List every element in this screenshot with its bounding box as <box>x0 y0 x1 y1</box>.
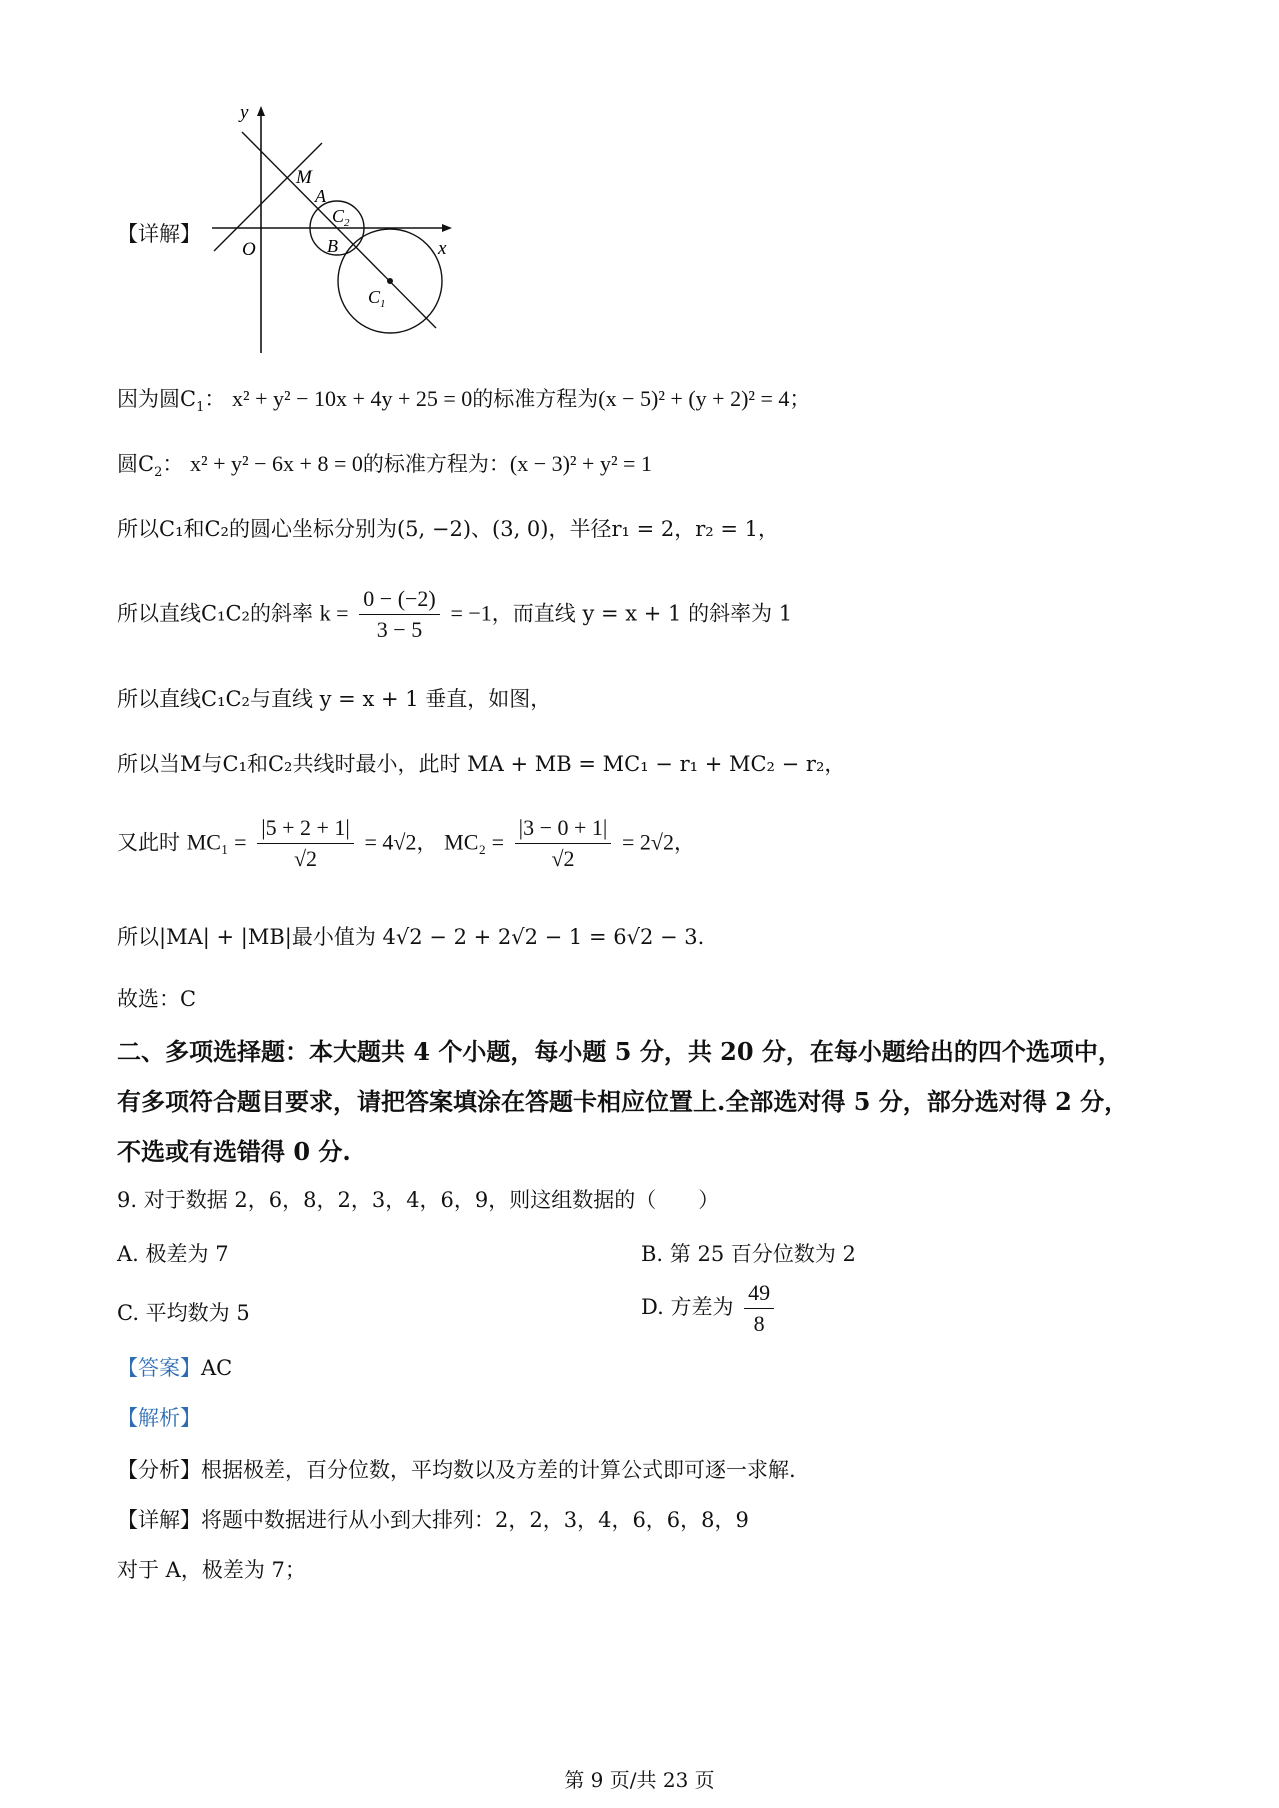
option-a: A. 极差为 7 <box>117 1242 229 1266</box>
y-axis-arrow <box>257 106 265 116</box>
solution-line-1: 因为圆$C_1$： x² + y² − 10x + 4y + 25 = 0的标准方程为(x − 5)² + (y + 2)² = 4； <box>117 386 811 416</box>
x-axis-label: x <box>438 238 447 259</box>
question-9-stem: 9. 对于数据 2，6，8，2，3，4，6，9，则这组数据的（ ） <box>117 1188 720 1212</box>
solution-line-5: 所以直线C₁C₂与直线 y = x + 1 垂直，如图， <box>117 687 552 711</box>
detail-label-figure: 【详解】 <box>117 222 201 246</box>
slope-fraction: $\frac{0 - (-2)}{3 - 5}$ <box>359 586 439 644</box>
solution-line-7: 又此时 MC₁ = $\frac{|5 + 2 + 1|}{√2}$ = 4√2， MC₂ = $\frac{|3 - 0 + 1|}{√2}$ = 2√2， <box>117 815 695 872</box>
solution-line-6: 所以当M与C₁和C₂共线时最小，此时 MA + MB = MC₁ − r₁ + MC₂ − r₂， <box>117 752 846 776</box>
circle-c2-standard-equation: (x − 3)² + y² = 1 <box>509 451 652 476</box>
solution-line-4: 所以直线C₁C₂的斜率 k = $\frac{0 - (-2)}{3 - 5}$ = −1，而直线 y = x + 1 的斜率为 1 <box>117 586 793 643</box>
circle-c2-label: $C_2$ <box>332 206 350 229</box>
page-footer: 第 9 页/共 23 页 <box>564 1768 715 1792</box>
detail-option-a: 对于 A，极差为 7； <box>117 1558 306 1582</box>
point-a-label: A <box>315 186 326 206</box>
line-c1-c2 <box>242 132 436 328</box>
circle-c2-equation: x² + y² − 6x + 8 = 0 <box>190 451 363 476</box>
option-b: B. 第 25 百分位数为 2 <box>641 1242 856 1266</box>
origin-label: O <box>242 239 256 260</box>
detail-line: 【详解】将题中数据进行从小到大排列：2，2，3，4，6，6，8，9 <box>117 1508 749 1532</box>
solution-line-8: 所以|MA| + |MB|最小值为 4√2 − 2 + 2√2 − 1 = 6√2 − 3. <box>117 925 705 949</box>
option-c: C. 平均数为 5 <box>117 1301 250 1325</box>
section-heading-line-2: 有多项符合题目要求，请把答案填涂在答题卡相应位置上.全部选对得 5 分，部分选对得 2 分， <box>117 1087 1129 1116</box>
x-axis-arrow <box>442 224 452 232</box>
solution-line-2: 圆$C_2$： x² + y² − 6x + 8 = 0的标准方程为：(x − 3)² + y² = 1 <box>117 451 652 481</box>
distance-mc2-fraction: $\frac{|3 - 0 + 1|}{√2}$ <box>515 815 612 873</box>
center-c1-dot <box>387 278 393 284</box>
section-heading-line-3: 不选或有选错得 0 分. <box>117 1137 351 1166</box>
point-b-label: B <box>327 236 338 256</box>
answer-line <box>117 1356 232 1381</box>
option-d: D. 方差为 $\frac{49}{8}$ <box>641 1280 778 1337</box>
analysis-label: 【解析】 <box>117 1406 201 1430</box>
distance-mc1-fraction: $\frac{|5 + 2 + 1|}{√2}$ <box>257 815 354 873</box>
final-choice: 故选：C <box>117 987 197 1011</box>
section-heading-line-1: 二、多项选择题：本大题共 4 个小题，每小题 5 分，共 20 分，在每小题给出的四个选项中， <box>117 1037 1122 1066</box>
point-m-label: M <box>296 167 312 188</box>
solution-line-3: 所以C₁和C₂的圆心坐标分别为(5, −2)、(3, 0)，半径r₁ = 2，r₂ = 1， <box>117 517 780 541</box>
answer-label: 【答案】 <box>117 1356 201 1380</box>
circle-c1-label: $C_1$ <box>368 287 386 310</box>
geometry-figure <box>200 100 460 360</box>
circle-c1-equation: x² + y² − 10x + 4y + 25 = 0 <box>232 386 473 411</box>
answer-value: AC <box>201 1356 233 1380</box>
y-axis-label: y <box>240 102 249 123</box>
fenxi-line: 【分析】根据极差，百分位数，平均数以及方差的计算公式即可逐一求解. <box>117 1458 796 1482</box>
circle-c1-standard-equation: (x − 5)² + (y + 2)² = 4 <box>598 386 790 411</box>
variance-fraction: $\frac{49}{8}$ <box>744 1280 774 1337</box>
